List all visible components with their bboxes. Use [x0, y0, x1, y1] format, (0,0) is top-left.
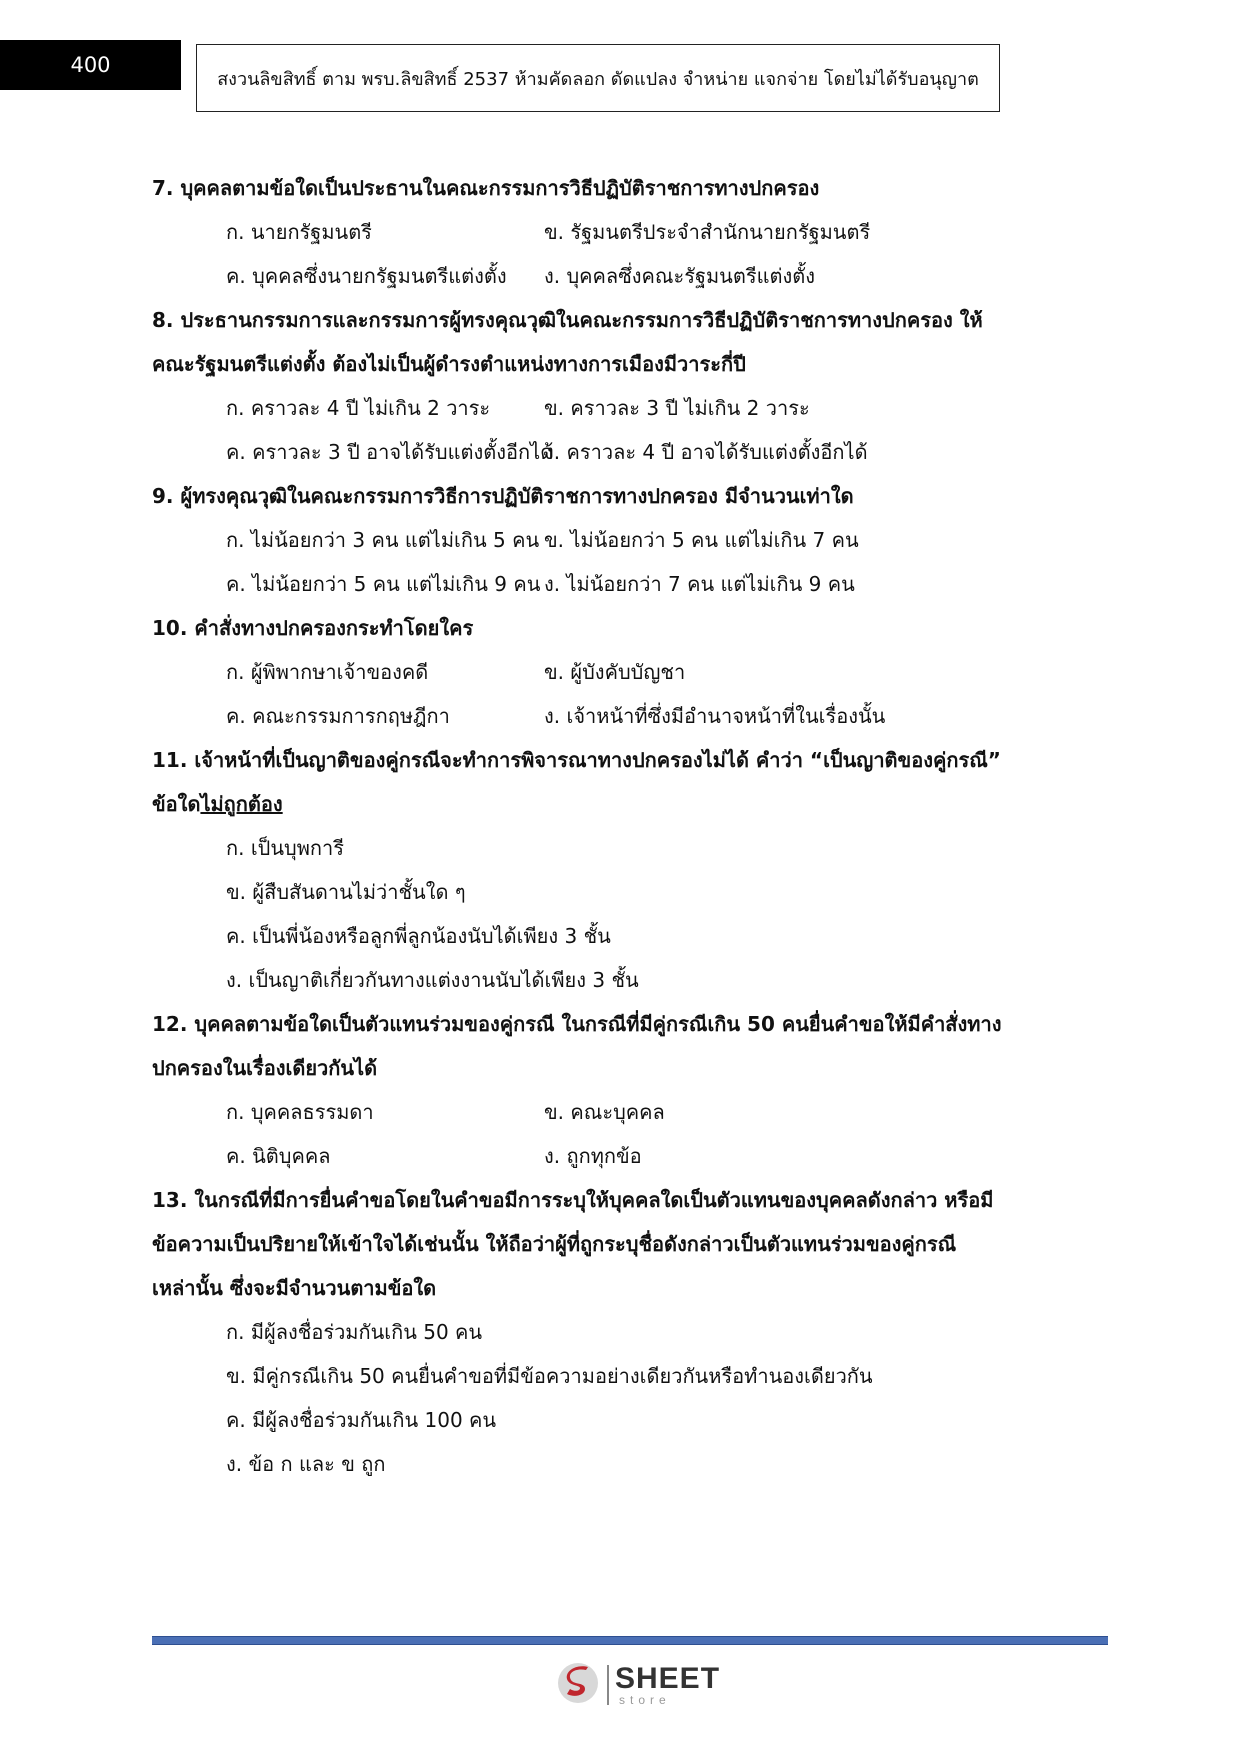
logo-s-icon	[555, 1660, 601, 1710]
question-11-line-2	[152, 782, 1052, 826]
q12-option-a: ก. บุคคลธรรมดา	[226, 1100, 374, 1124]
question-12-line-1: 12. บุคคลตามข้อใดเป็นตัวแทนร่วมของคู่กรณี ในกรณีที่มีคู่กรณีเกิน 50 คนยื่นคำขอให้มีคำสั่งทาง	[152, 1012, 1002, 1036]
q8-option-d: ง. คราวละ 4 ปี อาจได้รับแต่งตั้งอีกได้	[544, 440, 868, 464]
question-8-line-2: คณะรัฐมนตรีแต่งตั้ง ต้องไม่เป็นผู้ดำรงตำแหน่งทางการเมืองมีวาระกี่ปี	[152, 352, 746, 376]
q13-option-a: ก. มีผู้ลงชื่อร่วมกันเกิน 50 คน	[226, 1320, 483, 1344]
q11-option-c: ค. เป็นพี่น้องหรือลูกพี่ลูกน้องนับได้เพียง 3 ชั้น	[226, 924, 611, 948]
question-13-line-1: 13. ในกรณีที่มีการยื่นคำขอโดยในคำขอมีการระบุให้บุคคลใดเป็นตัวแทนของบุคคลดังกล่าว หรือมี	[152, 1188, 994, 1212]
question-8-line-1: 8. ประธานกรรมการและกรรมการผู้ทรงคุณวุฒิในคณะกรรมการวิธีปฏิบัติราชการทางปกครอง ให้	[152, 308, 983, 332]
q8-option-b: ข. คราวละ 3 ปี ไม่เกิน 2 วาระ	[544, 396, 810, 420]
logo-text	[615, 1664, 720, 1706]
q12-option-b: ข. คณะบุคคล	[544, 1100, 665, 1124]
logo-main-text: SHEET	[615, 1662, 721, 1695]
sheet-store-logo	[555, 1660, 720, 1710]
q7-option-b: ข. รัฐมนตรีประจำสำนักนายกรัฐมนตรี	[544, 220, 871, 244]
q9-options-row-1	[152, 518, 1052, 562]
q8-option-c: ค. คราวละ 3 ปี อาจได้รับแต่งตั้งอีกได้	[226, 440, 554, 464]
q11-option-a: ก. เป็นบุพการี	[226, 836, 344, 860]
question-13-line-2: ข้อความเป็นปริยายให้เข้าใจได้เช่นนั้น ให้ถือว่าผู้ที่ถูกระบุชื่อดังกล่าวเป็นตัวแทนร่วมของคู่กรณี	[152, 1232, 957, 1256]
q10-option-a: ก. ผู้พิพากษาเจ้าของคดี	[226, 660, 429, 684]
question-9: 9. ผู้ทรงคุณวุฒิในคณะกรรมการวิธีการปฏิบัติราชการทางปกครอง มีจำนวนเท่าใด	[152, 484, 854, 508]
q8-option-a: ก. คราวละ 4 ปี ไม่เกิน 2 วาระ	[226, 396, 491, 420]
q7-options-row-2	[152, 254, 1052, 298]
q11-option-b: ข. ผู้สืบสันดานไม่ว่าชั้นใด ๆ	[226, 880, 466, 904]
q9-option-c: ค. ไม่น้อยกว่า 5 คน แต่ไม่เกิน 9 คน	[226, 572, 541, 596]
q10-option-b: ข. ผู้บังคับบัญชา	[544, 660, 686, 684]
q12-option-d: ง. ถูกทุกข้อ	[544, 1144, 642, 1168]
q10-option-c: ค. คณะกรรมการกฤษฎีกา	[226, 704, 450, 728]
q13-option-b: ข. มีคู่กรณีเกิน 50 คนยื่นคำขอที่มีข้อความอย่างเดียวกันหรือทำนองเดียวกัน	[226, 1364, 873, 1388]
q9-option-a: ก. ไม่น้อยกว่า 3 คน แต่ไม่เกิน 5 คน	[226, 528, 540, 552]
q12-options-row-2	[152, 1134, 1052, 1178]
q8-options-row-1	[152, 386, 1052, 430]
q9-option-d: ง. ไม่น้อยกว่า 7 คน แต่ไม่เกิน 9 คน	[544, 572, 855, 596]
q13-option-c: ค. มีผู้ลงชื่อร่วมกันเกิน 100 คน	[226, 1408, 497, 1432]
q9-options-row-2	[152, 562, 1052, 606]
q13-option-d: ง. ข้อ ก และ ข ถูก	[226, 1452, 386, 1476]
question-13-line-3: เหล่านั้น ซึ่งจะมีจำนวนตามข้อใด	[152, 1276, 437, 1300]
q11-underlined: ไม่ถูกต้อง	[200, 792, 283, 816]
q9-option-b: ข. ไม่น้อยกว่า 5 คน แต่ไม่เกิน 7 คน	[544, 528, 859, 552]
q10-option-d: ง. เจ้าหน้าที่ซึ่งมีอำนาจหน้าที่ในเรื่องนั้น	[544, 704, 886, 728]
q12-options-row-1	[152, 1090, 1052, 1134]
logo-divider	[607, 1665, 609, 1705]
q7-option-c: ค. บุคคลซึ่งนายกรัฐมนตรีแต่งตั้ง	[226, 264, 507, 288]
q7-options-row-1	[152, 210, 1052, 254]
footer-divider	[152, 1636, 1108, 1645]
question-list	[152, 166, 1052, 1486]
question-10: 10. คำสั่งทางปกครองกระทำโดยใคร	[152, 616, 474, 640]
page-number: 400	[0, 40, 181, 90]
logo-sub-text: store	[619, 1693, 671, 1707]
question-11-line-1: 11. เจ้าหน้าที่เป็นญาติของคู่กรณีจะทำการพิจารณาทางปกครองไม่ได้ คำว่า “เป็นญาติของคู่กรณี”	[152, 748, 1001, 772]
copyright-notice	[196, 44, 1000, 112]
q8-options-row-2	[152, 430, 1052, 474]
q7-option-a: ก. นายกรัฐมนตรี	[226, 220, 372, 244]
q11-prefix: ข้อใด	[152, 792, 201, 816]
q10-options-row-1	[152, 650, 1052, 694]
q12-option-c: ค. นิติบุคคล	[226, 1144, 331, 1168]
q11-option-d: ง. เป็นญาติเกี่ยวกันทางแต่งงานนับได้เพียง 3 ชั้น	[226, 968, 639, 992]
q7-option-d: ง. บุคคลซึ่งคณะรัฐมนตรีแต่งตั้ง	[544, 264, 815, 288]
q10-options-row-2	[152, 694, 1052, 738]
question-12-line-2: ปกครองในเรื่องเดียวกันได้	[152, 1056, 378, 1080]
copyright-text: สงวนลิขสิทธิ์ ตาม พรบ.ลิขสิทธิ์ 2537 ห้ามคัดลอก ดัดแปลง จำหน่าย แจกจ่าย โดยไม่ได้รับอนุญาต	[217, 68, 979, 90]
question-7: 7. บุคคลตามข้อใดเป็นประธานในคณะกรรมการวิธีปฏิบัติราชการทางปกครอง	[152, 176, 820, 200]
